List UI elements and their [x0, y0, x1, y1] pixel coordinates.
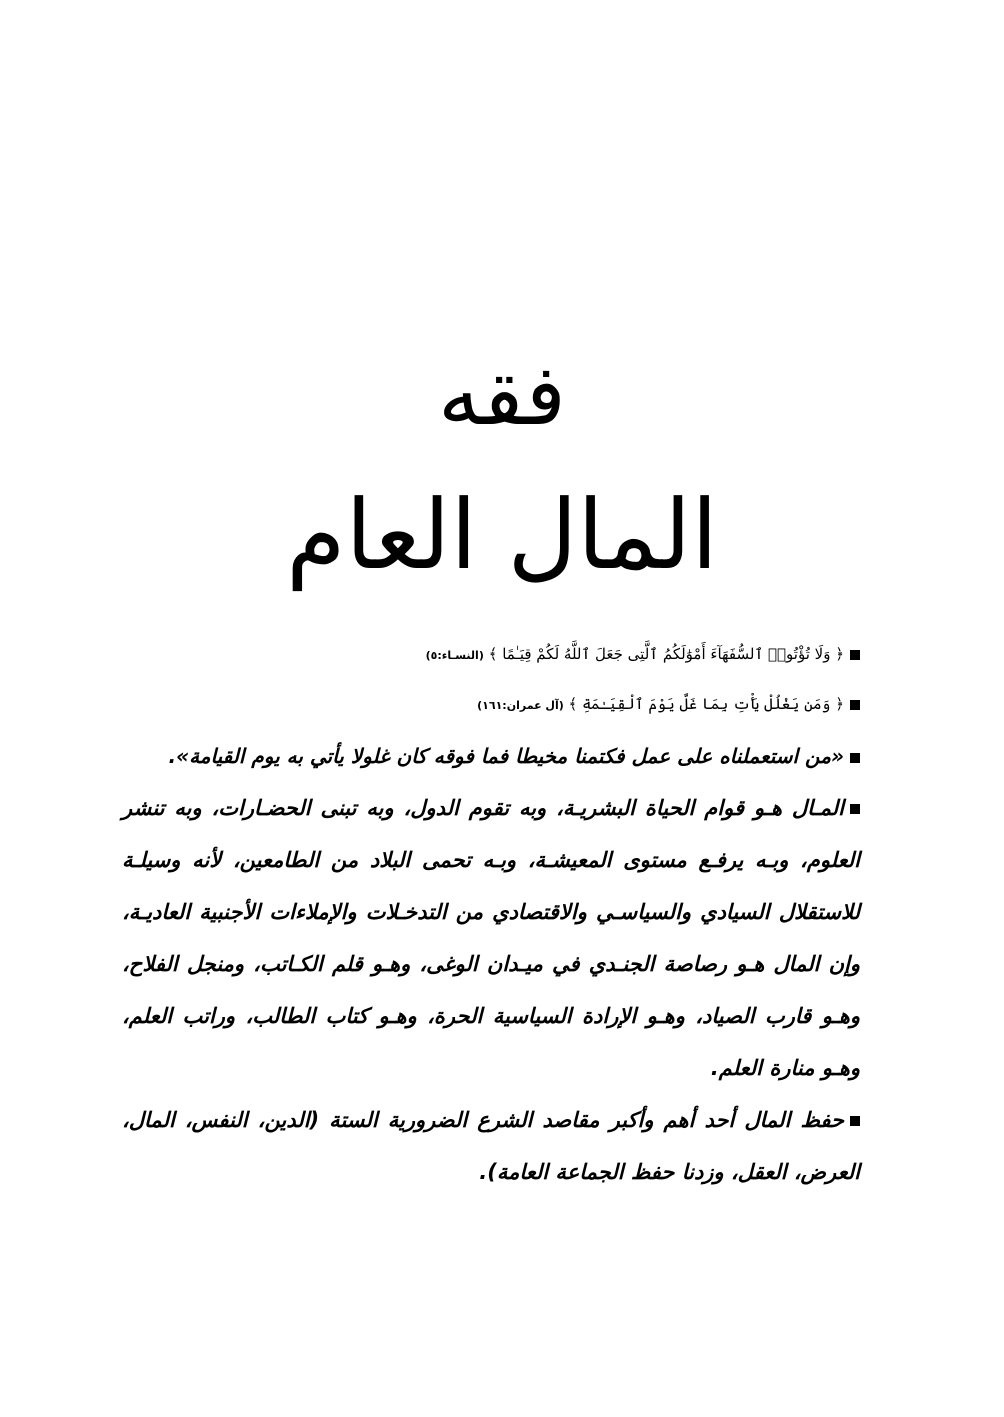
paragraph-2: [122, 1094, 860, 1198]
bullet-square-icon: [850, 650, 860, 660]
paragraph-1: [122, 782, 860, 1094]
bullet-square-icon: [850, 700, 860, 710]
verse-1: [122, 630, 860, 680]
verse-2: [122, 680, 860, 730]
body-text: [122, 630, 860, 1198]
verse-1-reference: (النسـاء:٥): [425, 649, 484, 662]
bullet-square-icon: [850, 753, 860, 763]
paragraph-1-text: المـال هـو قوام الحياة البشريـة، وبه تقوم الدول، وبه تبنى الحضـارات، وبه تنشر العلوم، وبـه يرفـع مستوى المعيشـة، وبـه تحمى البلاد من الطامعين، لأنه وسيلـة للاستقلال السيادي والسياسـي والاقتصادي من التدخـلات والإملاءات الأجنبية العاديـة، وإن المال هـو رصاصة الجنـدي في ميـدان الوغى، وهـو قلم الكـاتب، ومنجل الفلاح، وهـو قارب الصياد، وهـو الإرادة السياسية الحرة، وهـو كتاب الطالب، وراتب العلم، وهـو منارة العلم.: [122, 796, 860, 1080]
verse-2-text: ﴿ وَمَن يَغْلُلْ يَأْتِ بِمَا غَلَّ يَوْمَ ٱلْقِيَـٰمَةِ ﴾: [568, 695, 844, 713]
paragraph-2-text: حفظ المال أحد أهم وأكبر مقاصد الشرع الضرورية الستة (الدين، النفس، المال، العرض، العقل، وزدنا حفظ الجماعة العامة).: [122, 1108, 860, 1184]
bullet-square-icon: [850, 1116, 860, 1126]
title-line-1: فقه: [438, 346, 566, 444]
hadith: [122, 730, 860, 782]
verse-2-reference: (آل عمران:١٦١): [477, 699, 564, 712]
title-line-2: المال العام: [286, 479, 718, 591]
verse-1-text: ﴿ وَلَا تُؤْتُوا۟ ٱلسُّفَهَآءَ أَمْوَٰلَكُمُ ٱلَّتِى جَعَلَ ٱللَّهُ لَكُمْ قِيَـٰمًا ﴾: [488, 645, 844, 663]
bullet-square-icon: [850, 804, 860, 814]
hadith-text: «من استعملناه على عمل فكتمنا مخيطا فما فوقه كان غلولا يأتي به يوم القيامة».: [168, 744, 844, 768]
